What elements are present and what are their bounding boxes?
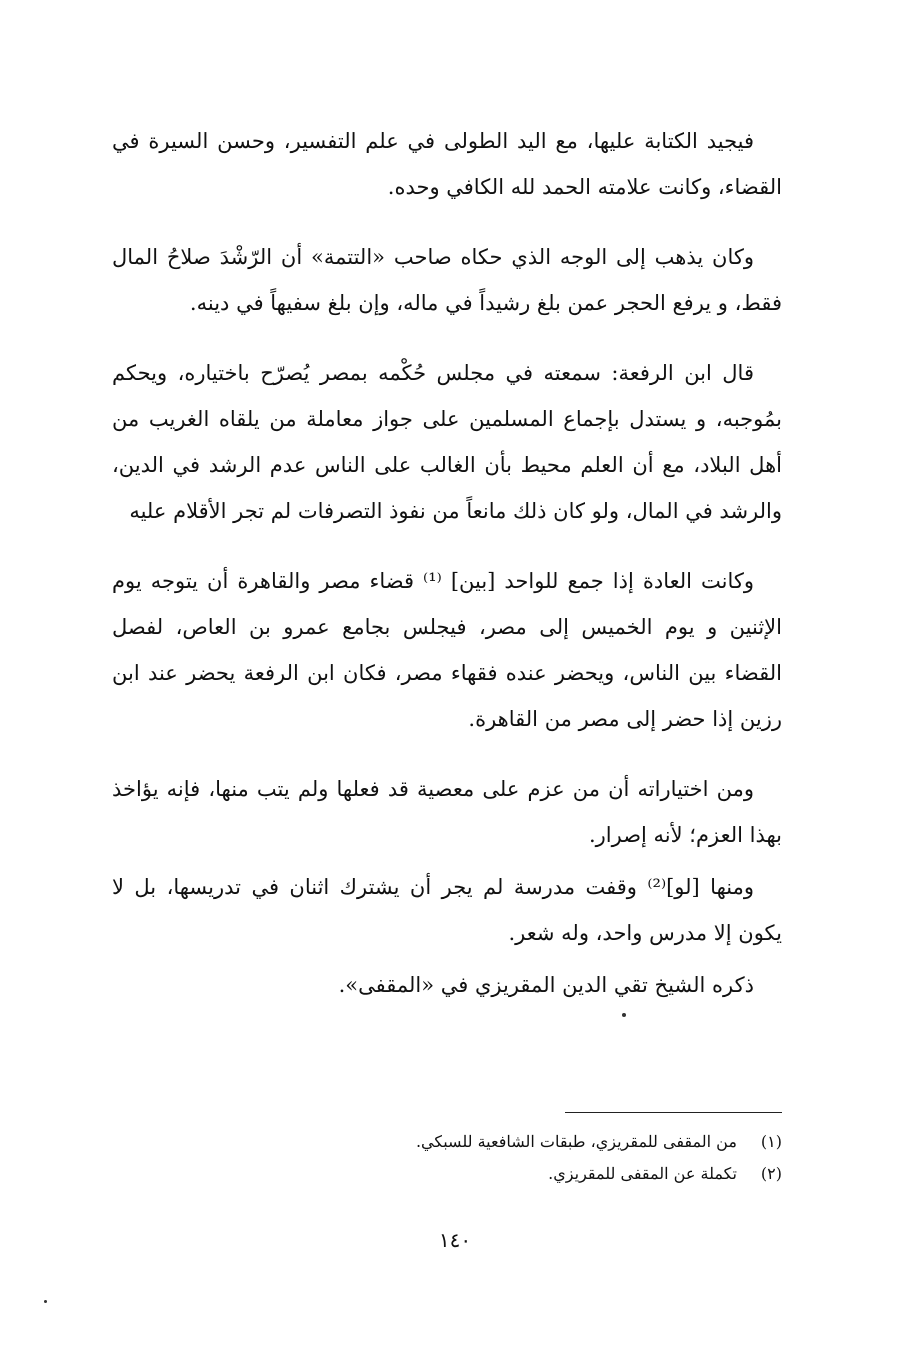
scan-speck <box>44 1300 47 1303</box>
page-number: ١٤٠ <box>438 1228 472 1252</box>
paragraph-1: فيجيد الكتابة عليها، مع اليد الطولى في علم التفسير، وحسن السيرة في القضاء، وكانت علامته الحمد لله الكافي وحده. <box>112 129 782 199</box>
paragraph-7: ذكره الشيخ تقي الدين المقريزي في «المقفى». <box>338 973 754 997</box>
footnote-divider <box>565 1112 782 1113</box>
footnote-1 <box>300 1126 782 1158</box>
paragraph-5: ومن اختياراته أن من عزم على معصية قد فعلها ولم يتب منها، فإنه يؤاخذ بهذا العزم؛ لأنه إصرار. <box>112 777 782 847</box>
footnote-2 <box>300 1158 782 1190</box>
footnotes <box>300 1126 782 1190</box>
footnote-text: تكملة عن المقفى للمقريزي. <box>548 1164 737 1183</box>
footnote-number: (٢) <box>760 1164 782 1183</box>
footnote-text: من المقفى للمقريزي، طبقات الشافعية للسبكي. <box>415 1132 737 1151</box>
paragraph-3: قال ابن الرفعة: سمعته في مجلس حُكْمه بمصر يُصرّح باختياره، ويحكم بمُوجبه، و يستدل بإجماع المسلمين على جواز معاملة من يلقاه الغريب من أهل البلاد، مع أن العلم محيط بأن الغالب على الناس عدم الرشد في الدين، والرشد في المال، ولو كان ذلك مانعاً من نفوذ التصرفات لم تجر الأقلام عليه <box>112 361 782 523</box>
scan-speck <box>622 1013 626 1017</box>
paragraph-6: ومنها [لو]⁽²⁾ وقفت مدرسة لم يجر أن يشترك اثنان في تدريسها، بل لا يكون إلا مدرس واحد، وله شعر. <box>112 875 782 945</box>
body-text <box>112 118 782 1008</box>
paragraph-4: وكانت العادة إذا جمع للواحد [بين] ⁽¹⁾ قضاء مصر والقاهرة أن يتوجه يوم الإثنين و يوم الخميس إلى مصر، فيجلس بجامع عمرو بن العاص، لفصل القضاء بين الناس، ويحضر عنده فقهاء مصر، فكان ابن الرفعة يحضر عند ابن رزين إذا حضر إلى مصر من القاهرة. <box>112 569 782 731</box>
footnote-number: (١) <box>760 1132 782 1151</box>
paragraph-2: وكان يذهب إلى الوجه الذي حكاه صاحب «التتمة» أن الرّشْدَ صلاحُ المال فقط، و يرفع الحجر عمن بلغ رشيداً في ماله، وإن بلغ سفيهاً في دينه. <box>112 245 782 315</box>
